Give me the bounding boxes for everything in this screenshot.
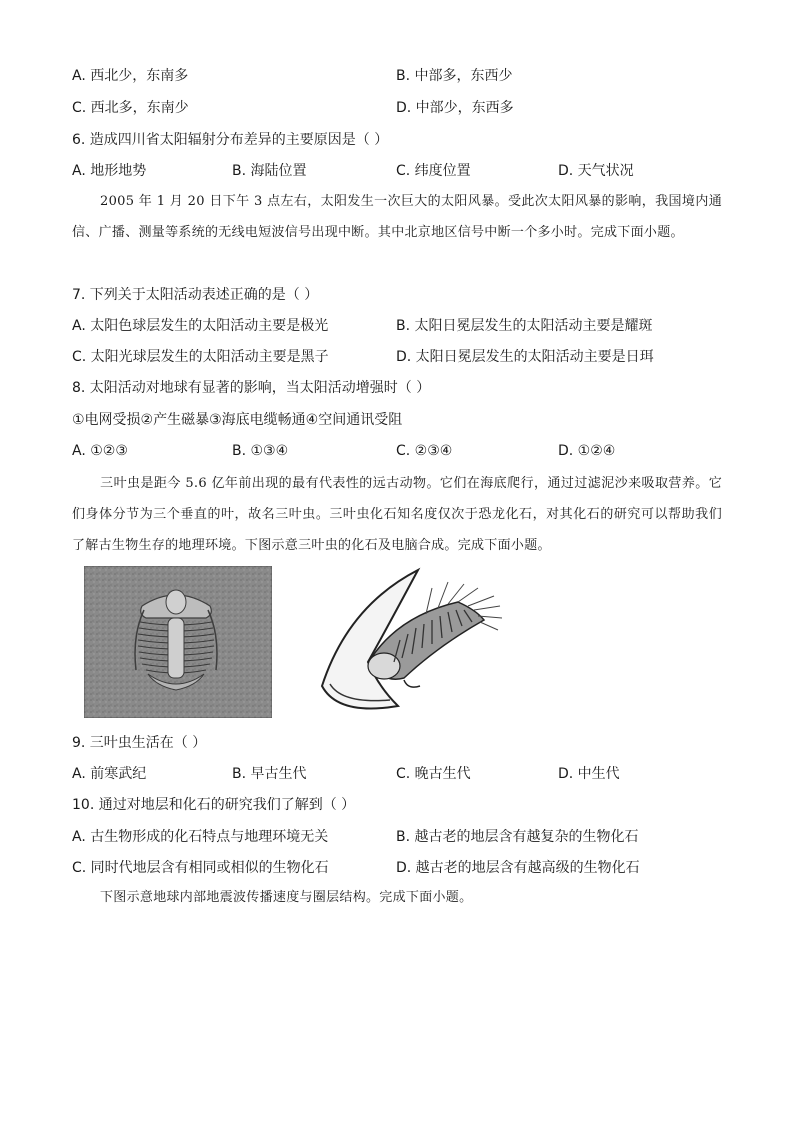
q10-stem: 10. 通过对地层和化石的研究我们了解到（ ）	[72, 797, 356, 813]
q6-option-d[interactable]: D. 天气状况	[558, 163, 634, 179]
q8-option-d[interactable]: D. ①②④	[558, 443, 616, 459]
q8-option-b[interactable]: B. ①③④	[232, 443, 289, 459]
q10-option-a[interactable]: A. 古生物形成的化石特点与地理环境无关	[72, 829, 329, 845]
q9-option-a[interactable]: A. 前寒武纪	[72, 766, 147, 782]
q6-option-a[interactable]: A. 地形地势	[72, 163, 147, 179]
passage-seismic-text: 下图示意地球内部地震波传播速度与圈层结构。完成下面小题。	[100, 890, 473, 905]
q6-options	[72, 161, 732, 181]
q9-options	[72, 764, 732, 784]
trilobite-reconstruction-drawing	[308, 566, 504, 718]
trilobite-fossil-photo	[84, 566, 272, 718]
q10-option-d[interactable]: D. 越古老的地层含有越高级的生物化石	[396, 860, 640, 876]
q10-options-row2	[72, 858, 732, 878]
q7-option-b[interactable]: B. 太阳日冕层发生的太阳活动主要是耀斑	[396, 318, 653, 334]
q10-option-c[interactable]: C. 同时代地层含有相同或相似的生物化石	[72, 860, 329, 876]
q7-options-row2	[72, 347, 732, 367]
passage-trilobite-text: 三叶虫是距今 5.6 亿年前出现的最有代表性的远古动物。它们在海底爬行，通过过滤泥沙来吸取营养。它们身体分节为三个垂直的叶，故名三叶虫。三叶虫化石知名度仅次于恐龙化石，对其化石的研究可以帮助我们了解古生物生存的地理环境。下图示意三叶虫的化石及电脑合成。完成下面小题。	[72, 476, 722, 553]
q8-items: ①电网受损②产生磁暴③海底电缆畅通④空间通讯受阻	[72, 412, 403, 428]
q5-option-c[interactable]: C. 西北多，东南少	[72, 100, 189, 116]
q10-option-b[interactable]: B. 越古老的地层含有越复杂的生物化石	[396, 829, 639, 845]
q9-option-d[interactable]: D. 中生代	[558, 766, 620, 782]
q9-option-c[interactable]: C. 晚古生代	[396, 766, 471, 782]
q6-stem: 6. 造成四川省太阳辐射分布差异的主要原因是（ ）	[72, 132, 389, 148]
q5-option-b[interactable]: B. 中部多，东西少	[396, 68, 513, 84]
q6-option-c[interactable]: C. 纬度位置	[396, 163, 471, 179]
q8-option-c[interactable]: C. ②③④	[396, 443, 453, 459]
q5-option-a[interactable]: A. 西北少，东南多	[72, 68, 189, 84]
q7-option-d[interactable]: D. 太阳日冕层发生的太阳活动主要是日珥	[396, 349, 654, 365]
passage-trilobite	[72, 468, 722, 561]
q8-options	[72, 441, 732, 461]
q10-options-row1	[72, 827, 732, 847]
q5-options-row2	[72, 98, 732, 118]
passage-solar-storm-text: 2005 年 1 月 20 日下午 3 点左右，太阳发生一次巨大的太阳风暴。受此次太阳风暴的影响，我国境内通信、广播、测量等系统的无线电短波信号出现中断。其中北京地区信号中断一个多小时。完成下面小题。	[72, 194, 722, 240]
q9-stem: 9. 三叶虫生活在（ ）	[72, 735, 207, 751]
q5-options-row1	[72, 66, 732, 86]
q7-stem: 7. 下列关于太阳活动表述正确的是（ ）	[72, 287, 319, 303]
q5-option-d[interactable]: D. 中部少，东西多	[396, 100, 514, 116]
q8-stem: 8. 太阳活动对地球有显著的影响，当太阳活动增强时（ ）	[72, 380, 431, 396]
q9-option-b[interactable]: B. 早古生代	[232, 766, 307, 782]
passage-solar-storm	[72, 186, 722, 248]
q7-option-a[interactable]: A. 太阳色球层发生的太阳活动主要是极光	[72, 318, 329, 334]
q8-option-a[interactable]: A. ①②③	[72, 443, 128, 459]
q7-option-c[interactable]: C. 太阳光球层发生的太阳活动主要是黑子	[72, 349, 329, 365]
q7-options-row1	[72, 316, 732, 336]
q6-option-b[interactable]: B. 海陆位置	[232, 163, 307, 179]
passage-seismic	[72, 882, 722, 913]
